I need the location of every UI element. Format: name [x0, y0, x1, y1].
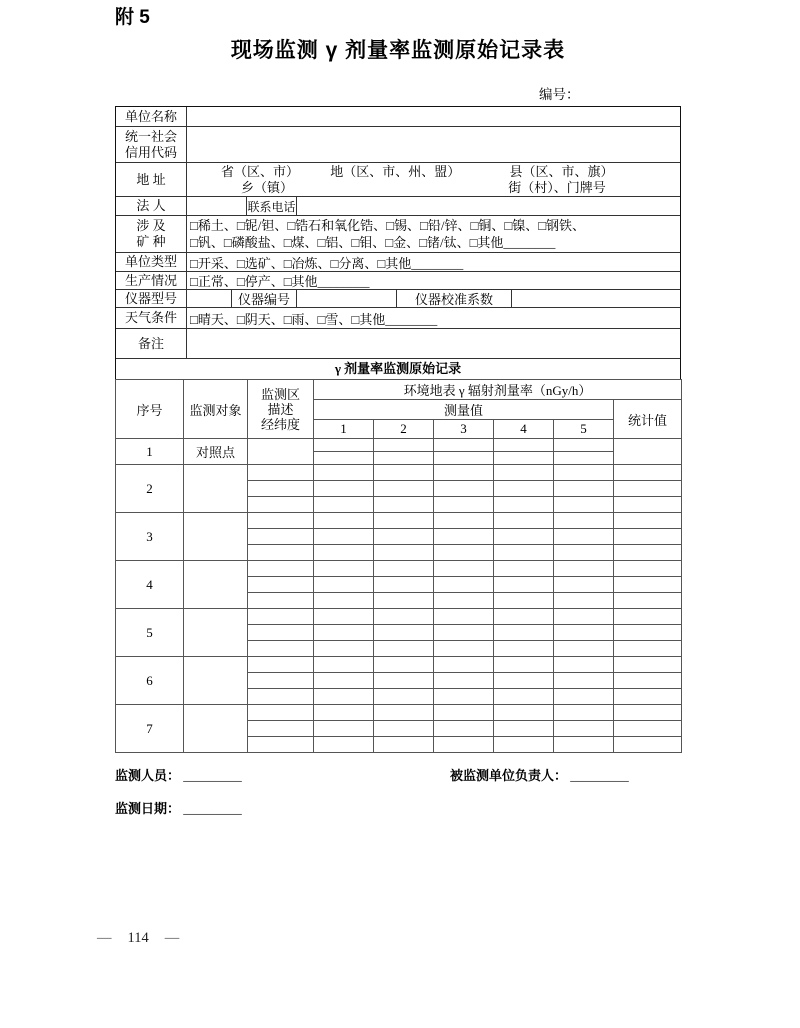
area-cell — [248, 513, 314, 529]
area-cell — [248, 673, 314, 689]
measure-cell — [434, 481, 494, 497]
area-cell — [248, 625, 314, 641]
measure-cell — [374, 705, 434, 721]
measure-cell — [554, 561, 614, 577]
stat-cell — [614, 625, 682, 641]
address-label: 地 址 — [136, 171, 166, 187]
area-cell — [248, 609, 314, 625]
measure-cell — [494, 545, 554, 561]
measure-cell — [434, 689, 494, 705]
address-row — [116, 162, 680, 196]
record-section-title: γ 剂量率监测原始记录 — [116, 358, 680, 379]
minerals-row — [116, 215, 680, 252]
measure-cell — [434, 545, 494, 561]
header-measured: 测量值 — [314, 400, 614, 420]
measure-cell — [314, 705, 374, 721]
measure-cell — [434, 737, 494, 753]
measure-cell — [374, 439, 434, 452]
measure-cell — [374, 561, 434, 577]
row-object — [184, 465, 248, 513]
stat-cell — [614, 593, 682, 609]
production-options: □正常、□停产、□其他________ — [186, 272, 680, 289]
form-number-row — [115, 86, 681, 103]
measure-cell — [314, 577, 374, 593]
measure-cell — [554, 577, 614, 593]
row-object — [184, 513, 248, 561]
measure-cell — [554, 439, 614, 452]
measure-cell — [494, 465, 554, 481]
measure-cell — [374, 625, 434, 641]
weather-label: 天气条件 — [124, 310, 177, 325]
monitor-date-line: _________ — [183, 801, 242, 816]
address-province: 省（区、市） — [221, 164, 300, 179]
measure-cell — [554, 497, 614, 513]
signature-row — [115, 767, 681, 785]
measure-cell — [494, 577, 554, 593]
weather-options: □晴天、□阴天、□雨、□雪、□其他________ — [186, 308, 680, 328]
measure-cell — [374, 497, 434, 513]
measure-cell — [494, 641, 554, 657]
record-table — [115, 379, 682, 753]
instrument-row — [116, 289, 680, 307]
header-col-4: 4 — [494, 420, 554, 439]
area-cell — [248, 641, 314, 657]
page-number — [97, 930, 179, 947]
instrument-model-value-cell — [186, 290, 231, 307]
instrument-model-label: 仪器型号 — [124, 290, 177, 306]
stat-cell — [614, 657, 682, 673]
area-cell — [248, 545, 314, 561]
row-object — [184, 657, 248, 705]
legal-person-value-cell — [186, 197, 246, 215]
measure-cell — [314, 721, 374, 737]
stat-cell — [614, 529, 682, 545]
stat-cell — [614, 577, 682, 593]
header-area: 监测区 描述 经纬度 — [248, 380, 314, 439]
address-street: 街（村）、门牌号 — [508, 180, 606, 195]
measure-cell — [554, 545, 614, 561]
stat-cell — [614, 737, 682, 753]
area-cell — [248, 481, 314, 497]
measure-cell — [434, 673, 494, 689]
measure-cell — [554, 625, 614, 641]
contact-phone-value-cell — [296, 197, 680, 215]
area-cell — [248, 657, 314, 673]
document-content — [115, 0, 681, 818]
unit-type-label: 单位类型 — [124, 254, 177, 269]
address-value-cell — [186, 163, 680, 196]
stat-cell — [614, 609, 682, 625]
measure-cell — [314, 561, 374, 577]
weather-row — [116, 307, 680, 328]
contact-phone-label: 联系电话 — [246, 197, 296, 215]
stat-cell — [614, 465, 682, 481]
row-no: 5 — [116, 609, 184, 657]
area-cell — [248, 497, 314, 513]
measure-cell — [374, 593, 434, 609]
stat-cell — [614, 439, 682, 465]
measure-cell — [434, 439, 494, 452]
credit-code-value-cell — [186, 127, 680, 162]
stat-cell — [614, 481, 682, 497]
page-title: 现场监测 γ 剂量率监测原始记录表 — [230, 39, 566, 62]
address-county: 县（区、市、旗） — [509, 164, 614, 179]
monitored-unit-head — [450, 767, 629, 785]
measure-cell — [314, 465, 374, 481]
measure-cell — [494, 481, 554, 497]
measure-cell — [434, 513, 494, 529]
area-cell — [248, 465, 314, 481]
area-cell — [248, 593, 314, 609]
measure-cell — [494, 609, 554, 625]
measure-cell — [374, 577, 434, 593]
remark-label: 备注 — [137, 335, 164, 351]
header-col-5: 5 — [554, 420, 614, 439]
legal-person-label: 法 人 — [136, 198, 166, 213]
row-object — [184, 705, 248, 753]
unit-name-label: 单位名称 — [124, 108, 177, 124]
measure-cell — [434, 705, 494, 721]
measure-cell — [434, 625, 494, 641]
measure-cell — [374, 529, 434, 545]
measure-cell — [554, 689, 614, 705]
instrument-serial-label: 仪器编号 — [231, 290, 296, 307]
area-cell — [248, 737, 314, 753]
measure-cell — [374, 641, 434, 657]
monitor-personnel-label: 监测人员： — [115, 768, 181, 783]
measure-cell — [314, 439, 374, 452]
measure-cell — [314, 593, 374, 609]
measure-cell — [374, 721, 434, 737]
measure-cell — [554, 721, 614, 737]
measure-cell — [554, 641, 614, 657]
measure-cell — [314, 673, 374, 689]
page-number-dash-right: — — [164, 930, 180, 946]
measure-cell — [374, 673, 434, 689]
measure-cell — [374, 737, 434, 753]
measure-cell — [494, 439, 554, 452]
stat-cell — [614, 561, 682, 577]
info-form — [115, 106, 681, 379]
credit-code-label: 统一社会 信用代码 — [124, 128, 177, 160]
measure-cell — [554, 657, 614, 673]
measure-cell — [374, 545, 434, 561]
measure-cell — [374, 513, 434, 529]
instrument-calibration-value-cell — [511, 290, 680, 307]
address-prefecture: 地（区、市、州、盟） — [330, 164, 461, 179]
stat-cell — [614, 513, 682, 529]
measure-cell — [494, 705, 554, 721]
minerals-options — [186, 216, 680, 252]
measure-cell — [314, 513, 374, 529]
measure-cell — [314, 737, 374, 753]
measure-cell — [434, 561, 494, 577]
attachment-label: 附 5 — [115, 7, 150, 28]
header-dose-rate: 环境地表 γ 辐射剂量率（nGy/h） — [314, 380, 682, 400]
measure-cell — [374, 657, 434, 673]
unit-name-value-cell — [186, 107, 680, 126]
unit-name-row — [116, 107, 680, 126]
stat-cell — [614, 545, 682, 561]
minerals-options-line2: □钒、□磷酸盐、□煤、□铝、□钼、□金、□锗/钛、□其他________ — [190, 235, 556, 250]
stat-cell — [614, 497, 682, 513]
address-township: 乡（镇） — [241, 180, 294, 195]
row-no: 6 — [116, 657, 184, 705]
measure-cell — [434, 593, 494, 609]
page-number-dash-left: — — [97, 930, 112, 946]
measure-cell — [314, 545, 374, 561]
monitored-unit-head-line: _________ — [570, 768, 629, 783]
area-cell — [248, 577, 314, 593]
header-object: 监测对象 — [184, 380, 248, 439]
measure-cell — [314, 452, 374, 465]
measure-cell — [554, 465, 614, 481]
area-cell — [248, 529, 314, 545]
stat-cell — [614, 689, 682, 705]
measure-cell — [554, 609, 614, 625]
measure-cell — [494, 513, 554, 529]
legal-person-row — [116, 196, 680, 215]
measure-cell — [494, 721, 554, 737]
form-number-label: 编号： — [539, 87, 580, 102]
header-no: 序号 — [116, 380, 184, 439]
measure-cell — [434, 577, 494, 593]
measure-cell — [494, 497, 554, 513]
measure-cell — [374, 481, 434, 497]
row-no: 3 — [116, 513, 184, 561]
row-object: 对照点 — [184, 439, 248, 465]
measure-cell — [554, 593, 614, 609]
remark-value-cell — [186, 329, 680, 358]
area-cell — [248, 561, 314, 577]
monitored-unit-head-label: 被监测单位负责人： — [450, 768, 568, 783]
measure-cell — [434, 529, 494, 545]
stat-cell — [614, 641, 682, 657]
row-object — [184, 561, 248, 609]
row-no: 4 — [116, 561, 184, 609]
measure-cell — [494, 673, 554, 689]
unit-type-options: □开采、□选矿、□冶炼、□分离、□其他________ — [186, 253, 680, 271]
remark-row — [116, 328, 680, 358]
header-col-1: 1 — [314, 420, 374, 439]
area-cell — [248, 689, 314, 705]
measure-cell — [494, 452, 554, 465]
measure-cell — [494, 561, 554, 577]
minerals-options-line1: □稀土、□铌/钽、□锆石和氧化锆、□锡、□铅/锌、□铜、□镍、□钢铁、 — [190, 218, 586, 233]
measure-cell — [554, 737, 614, 753]
measure-cell — [554, 452, 614, 465]
measure-cell — [494, 689, 554, 705]
measure-cell — [554, 513, 614, 529]
area-cell — [248, 439, 314, 465]
production-row — [116, 271, 680, 289]
measure-cell — [314, 529, 374, 545]
measure-cell — [374, 609, 434, 625]
measure-cell — [434, 452, 494, 465]
measure-cell — [314, 625, 374, 641]
credit-code-row — [116, 126, 680, 162]
production-label: 生产情况 — [124, 272, 177, 288]
row-no: 1 — [116, 439, 184, 465]
measure-cell — [434, 609, 494, 625]
unit-type-row — [116, 252, 680, 271]
area-cell — [248, 705, 314, 721]
measure-cell — [314, 641, 374, 657]
header-col-2: 2 — [374, 420, 434, 439]
date-row — [115, 800, 681, 818]
measure-cell — [314, 609, 374, 625]
stat-cell — [614, 673, 682, 689]
measure-cell — [554, 673, 614, 689]
measure-cell — [554, 481, 614, 497]
monitor-date-label: 监测日期： — [115, 801, 181, 816]
measure-cell — [434, 497, 494, 513]
measure-cell — [314, 481, 374, 497]
measure-cell — [554, 529, 614, 545]
measure-cell — [314, 657, 374, 673]
measure-cell — [374, 465, 434, 481]
measure-cell — [434, 657, 494, 673]
row-no: 2 — [116, 465, 184, 513]
measure-cell — [494, 625, 554, 641]
measure-cell — [554, 705, 614, 721]
measure-cell — [374, 452, 434, 465]
minerals-label: 涉 及 矿 种 — [136, 218, 166, 249]
measure-cell — [494, 657, 554, 673]
area-cell — [248, 721, 314, 737]
instrument-calibration-label: 仪器校准系数 — [396, 290, 511, 307]
measure-cell — [494, 593, 554, 609]
page-number-value: 114 — [127, 930, 149, 946]
measure-cell — [494, 529, 554, 545]
measure-cell — [374, 689, 434, 705]
measure-cell — [314, 689, 374, 705]
measure-cell — [434, 721, 494, 737]
header-stat: 统计值 — [614, 400, 682, 439]
measure-cell — [314, 497, 374, 513]
stat-cell — [614, 705, 682, 721]
measure-cell — [434, 465, 494, 481]
row-object — [184, 609, 248, 657]
header-col-3: 3 — [434, 420, 494, 439]
instrument-serial-value-cell — [296, 290, 396, 307]
stat-cell — [614, 721, 682, 737]
measure-cell — [434, 641, 494, 657]
measure-cell — [494, 737, 554, 753]
monitor-personnel-line: _________ — [183, 768, 242, 783]
row-no: 7 — [116, 705, 184, 753]
